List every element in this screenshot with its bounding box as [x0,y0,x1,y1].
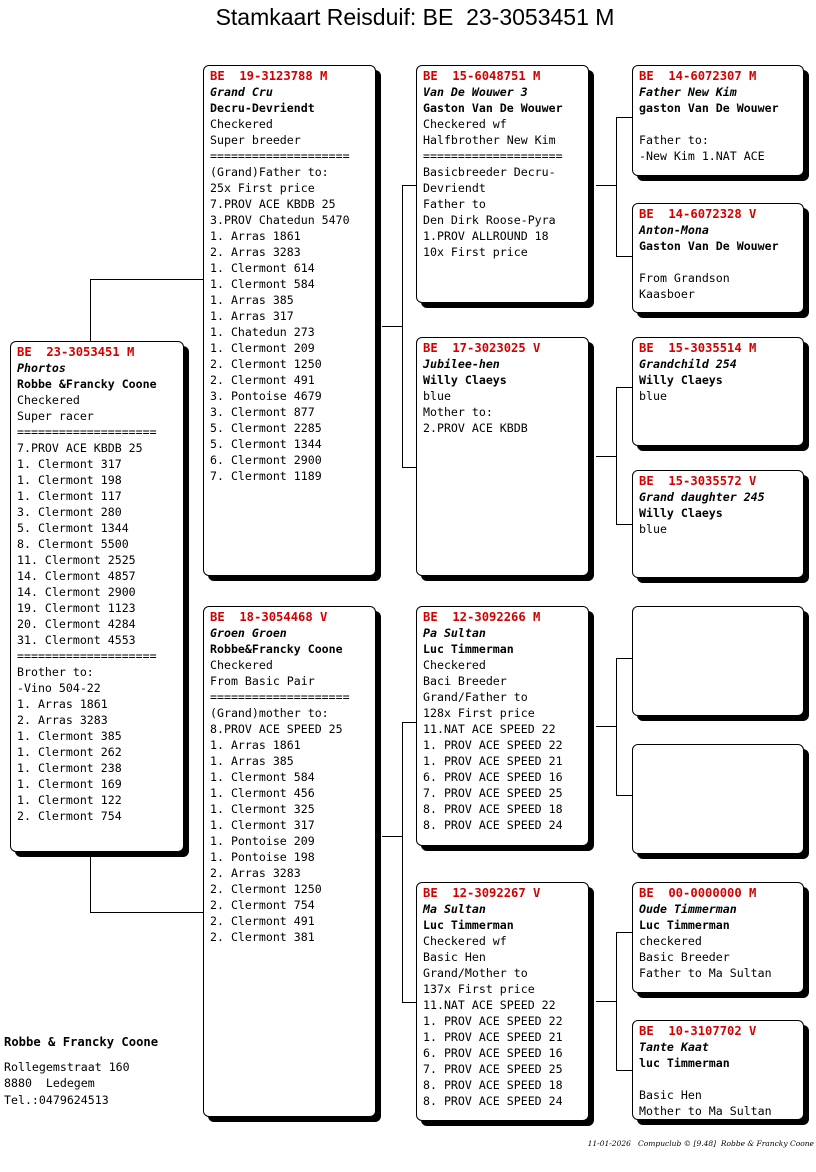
pigeon-name: Phortos [17,361,66,375]
sire-dam-sire-card [632,337,804,446]
card-line: 1. Clermont 584 [210,277,315,291]
card-line: 8. PROV ACE SPEED 18 [423,802,563,816]
card-line: 137x First price [423,982,535,996]
sire-dam-card [416,337,589,576]
card-line: Super racer [17,409,94,423]
dam-sire-card [416,606,589,846]
card-line: 1. Clermont 317 [17,457,122,471]
owner-name: Robbe & Francky Coone [4,1035,159,1049]
card-line: blue [639,389,667,403]
ring-number: BE 14-6072328 V [639,207,757,221]
card-line: 2. Arras 3283 [210,245,301,259]
connector-line [616,524,632,525]
breeder-name: Willy Claeys [639,506,723,520]
card-line: Basic Breeder [639,950,730,964]
pigeon-name: Oude Timmerman [639,902,737,916]
pigeon-name: Van De Wouwer 3 [423,85,528,99]
card-line: Devriendt [423,181,486,195]
card-line: 1. PROV ACE SPEED 21 [423,754,563,768]
card-line: 1. Clermont 198 [17,473,122,487]
dam-dam-card [416,882,589,1121]
card-line: 2. Arras 3283 [210,866,301,880]
connector-line [382,836,402,837]
connector-line [90,912,204,913]
breeder-name: Gaston Van De Wouwer [423,101,563,115]
card-line: 1. Arras 317 [210,309,294,323]
card-line: (Grand)Father to: [210,165,329,179]
card-line: 2. Clermont 491 [210,373,315,387]
card-line: (Grand)mother to: [210,706,329,720]
card-line: 2. Arras 3283 [17,713,108,727]
card-line: 19. Clermont 1123 [17,601,136,615]
ring-number: BE 15-6048751 M [423,69,541,83]
card-line: 1. Arras 1861 [210,738,301,752]
dam-sire-dam-card [632,744,804,854]
card-line: 20. Clermont 4284 [17,617,136,631]
card-line: 1. Arras 385 [210,754,294,768]
connector-line [402,722,403,1002]
card-line: 1. Clermont 262 [17,745,122,759]
card-line: 1.PROV ALLROUND 18 [423,229,549,243]
connector-line [616,256,632,257]
card-line: 1. Pontoise 198 [210,850,315,864]
connector-line [616,932,632,933]
card-line: 1. Clermont 209 [210,341,315,355]
card-line: Kaasboer [639,287,695,301]
pigeon-name: Tante Kaat [639,1040,709,1054]
card-line: Basicbreeder Decru- [423,165,556,179]
card-line: 14. Clermont 4857 [17,569,136,583]
card-line: 7. Clermont 1189 [210,469,322,483]
card-line [639,1071,797,1087]
card-line: 7.PROV ACE KBDB 25 [210,197,336,211]
connector-line [596,456,616,457]
connector-line [616,117,617,256]
card-line: 11.NAT ACE SPEED 22 [423,998,556,1012]
card-line: 1. Pontoise 209 [210,834,315,848]
connector-line [402,185,416,186]
card-line: Checkered [210,117,273,131]
card-line: From Basic Pair [210,674,315,688]
card-line: ==================== [210,149,350,163]
card-line: Checkered wf [423,934,507,948]
card-line: 1. Clermont 238 [17,761,122,775]
card-line: 5. Clermont 1344 [17,521,129,535]
sire-dam-dam-card [632,470,804,578]
pigeon-name: Grandchild 254 [639,357,737,371]
pigeon-name: Pa Sultan [423,626,486,640]
card-line: ==================== [17,425,157,439]
card-line: 2. Clermont 1250 [210,882,322,896]
card-line: ==================== [210,690,350,704]
ring-number: BE 12-3092267 V [423,886,541,900]
subject-pigeon-card [10,341,184,852]
connector-line [402,722,416,723]
ring-number: BE 17-3023025 V [423,341,541,355]
card-line: Grand/Father to [423,690,528,704]
ring-number: BE 18-3054468 V [210,610,328,624]
card-line: 1. Arras 1861 [210,229,301,243]
ring-number: BE 10-3107702 V [639,1024,757,1038]
card-line: 1. Clermont 614 [210,261,315,275]
pigeon-name: Jubilee-hen [423,357,500,371]
card-line: 2. Clermont 1250 [210,357,322,371]
card-line: Mother to: [423,405,493,419]
card-line: 6. Clermont 2900 [210,453,322,467]
connector-line [382,326,402,327]
ring-number: BE 12-3092266 M [423,610,541,624]
card-line: 1. Clermont 122 [17,793,122,807]
card-line: 7. PROV ACE SPEED 25 [423,1062,563,1076]
card-line: ==================== [423,149,563,163]
card-line: Father to [423,197,486,211]
connector-line [596,726,616,727]
card-line: 7.PROV ACE KBDB 25 [17,441,143,455]
breeder-name: Robbe&Francky Coone [210,642,343,656]
card-line [639,116,797,132]
card-line: 1. Clermont 117 [17,489,122,503]
breeder-name: Luc Timmerman [639,918,730,932]
card-line: 1. PROV ACE SPEED 22 [423,1014,563,1028]
sire-sire-dam-card [632,203,804,313]
card-line: 8. PROV ACE SPEED 24 [423,818,563,832]
card-line: 2. Clermont 381 [210,930,315,944]
breeder-name: Luc Timmerman [423,642,514,656]
connector-line [90,855,91,912]
card-line: -Vino 504-22 [17,681,101,695]
owner-address [4,1034,158,1108]
card-line: Mother to Ma Sultan [639,1104,772,1118]
breeder-name: Willy Claeys [639,373,723,387]
card-line: 31. Clermont 4553 [17,633,136,647]
connector-line [616,117,632,118]
card-line: -New Kim 1.NAT ACE [639,149,765,163]
breeder-name: Decru-Devriendt [210,101,315,115]
card-line: 3.PROV Chatedun 5470 [210,213,350,227]
pigeon-name: Father New Kim [639,85,737,99]
card-line: Checkered [17,393,80,407]
card-line: 1. Clermont 317 [210,818,315,832]
ring-number: BE 15-3035514 M [639,341,757,355]
pigeon-name: Groen Groen [210,626,287,640]
connector-line [596,1001,616,1002]
card-line: 8. Clermont 5500 [17,537,129,551]
card-line: Grand/Mother to [423,966,528,980]
connector-line [402,185,403,467]
breeder-name: luc Timmerman [639,1056,730,1070]
pigeon-name: Ma Sultan [423,902,486,916]
dam-dam-sire-card [632,882,804,993]
connector-line [616,658,617,795]
card-line: 11. Clermont 2525 [17,553,136,567]
card-line: Checkered [210,658,273,672]
card-line: Basic Hen [639,1088,702,1102]
card-line: 5. Clermont 2285 [210,421,322,435]
card-line: checkered [639,934,702,948]
card-line: 1. Arras 385 [210,293,294,307]
card-line: 1. PROV ACE SPEED 22 [423,738,563,752]
card-line: Super breeder [210,133,301,147]
card-line: Baci Breeder [423,674,507,688]
card-line: 25x First price [210,181,315,195]
card-line: From Grandson [639,271,730,285]
card-line: Checkered [423,658,486,672]
card-line: Brother to: [17,665,94,679]
connector-line [90,279,91,341]
dam-card [203,606,376,1117]
pigeon-name: Grand daughter 245 [639,490,765,504]
breeder-name: gaston Van De Wouwer [639,101,779,115]
card-line: 8. PROV ACE SPEED 24 [423,1094,563,1108]
card-line: Father to Ma Sultan [639,966,772,980]
card-line: 7. PROV ACE SPEED 25 [423,786,563,800]
card-line: 2. Clermont 491 [210,914,315,928]
connector-line [616,387,617,524]
ring-number: BE 14-6072307 M [639,69,757,83]
connector-line [402,1002,416,1003]
card-line: 1. Clermont 456 [210,786,315,800]
connector-line [616,795,632,796]
breeder-name: Gaston Van De Wouwer [639,239,779,253]
card-line: 3. Pontoise 4679 [210,389,322,403]
card-line: blue [423,389,451,403]
card-line: 8. PROV ACE SPEED 18 [423,1078,563,1092]
card-line: 1. Chatedun 273 [210,325,315,339]
ring-number: BE 23-3053451 M [17,345,135,359]
card-line: Checkered wf [423,117,507,131]
card-line: 2.PROV ACE KBDB [423,421,528,435]
pigeon-name: Anton-Mona [639,223,709,237]
card-line: 10x First price [423,245,528,259]
card-line: 14. Clermont 2900 [17,585,136,599]
connector-line [596,185,616,186]
card-line: 1. Clermont 169 [17,777,122,791]
card-line: 2. Clermont 754 [17,809,122,823]
card-line: 1. Clermont 325 [210,802,315,816]
card-line: 1. Clermont 385 [17,729,122,743]
card-line: Father to: [639,133,709,147]
card-line: 1. Clermont 584 [210,770,315,784]
card-line: 3. Clermont 280 [17,505,122,519]
ring-number: BE 15-3035572 V [639,474,757,488]
ring-number: BE 00-0000000 M [639,886,757,900]
breeder-name: Luc Timmerman [423,918,514,932]
pigeon-name: Grand Cru [210,85,273,99]
card-line: Basic Hen [423,950,486,964]
breeder-name: Robbe &Francky Coone [17,377,157,391]
connector-line [402,467,416,468]
dam-sire-sire-card [632,606,804,716]
card-line: 1. Arras 1861 [17,697,108,711]
card-line: Den Dirk Roose-Pyra [423,213,556,227]
sire-sire-card [416,65,589,303]
sire-sire-sire-card [632,65,804,176]
card-line: 6. PROV ACE SPEED 16 [423,770,563,784]
card-line: 5. Clermont 1344 [210,437,322,451]
card-line: blue [639,522,667,536]
dam-dam-dam-card [632,1020,804,1120]
sire-card [203,65,376,576]
card-line: 6. PROV ACE SPEED 16 [423,1046,563,1060]
card-line [639,254,797,270]
footer-credit: 11-01-2026 Compuclub © [9.48] Robbe & Francky Coone [587,1139,814,1148]
card-line: 3. Clermont 877 [210,405,315,419]
connector-line [616,387,632,388]
card-line: 11.NAT ACE SPEED 22 [423,722,556,736]
page-title: Stamkaart Reisduif: BE 23-3053451 M [215,4,615,30]
connector-line [616,932,617,1070]
card-line: 128x First price [423,706,535,720]
owner-street: Rollegemstraat 160 [4,1059,130,1074]
card-line: 1. PROV ACE SPEED 21 [423,1030,563,1044]
card-line: Halfbrother New Kim [423,133,556,147]
card-line: ==================== [17,649,157,663]
ring-number: BE 19-3123788 M [210,69,328,83]
connector-line [90,279,204,280]
connector-line [616,1070,632,1071]
connector-line [616,658,632,659]
owner-phone: Tel.:0479624513 [4,1092,109,1107]
card-line: 8.PROV ACE SPEED 25 [210,722,343,736]
breeder-name: Willy Claeys [423,373,507,387]
card-line: 2. Clermont 754 [210,898,315,912]
owner-city: 8880 Ledegem [4,1076,95,1090]
